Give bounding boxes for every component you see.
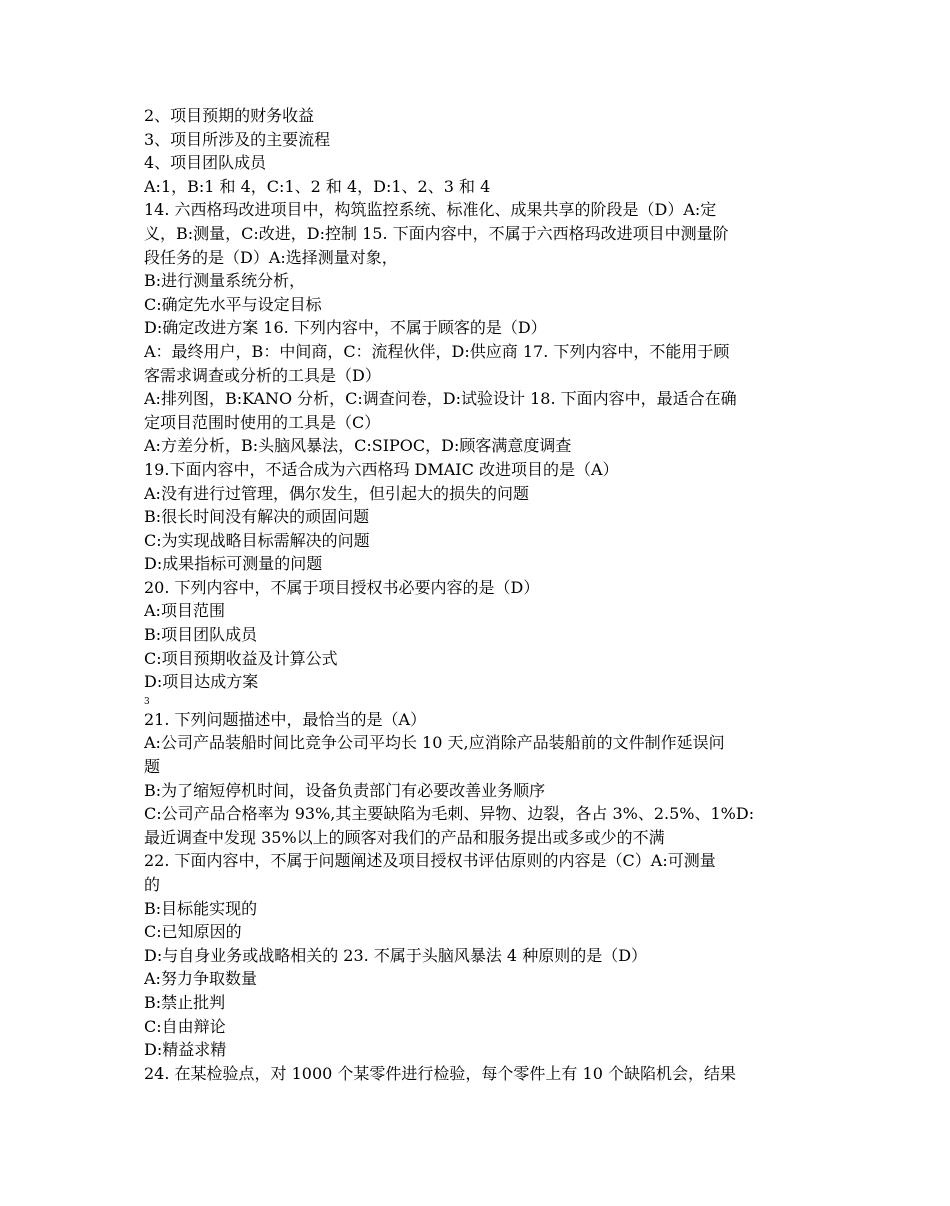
text-line: C:自由辩论 [144,1016,226,1036]
text-line: A:方差分析，B:头脑风暴法，C:SIPOC，D:顾客满意度调查 [144,436,572,456]
text-line: A:公司产品装船时间比竞争公司平均长 10 天,应消除产品装船前的文件制作延误问 [144,733,725,753]
text-line: B:禁止批判 [144,992,226,1012]
text-line: A：最终用户，B：中间商，C：流程伙伴，D:供应商 17. 下列内容中，不能用于顾 [144,341,730,361]
question-22-line: 22. 下面内容中，不属于问题阐述及项目授权书评估原则的内容是（C）A:可测量 [144,851,716,871]
text-line: B:很长时间没有解决的顽固问题 [144,507,370,527]
text-line: 客需求调查或分析的工具是（D） [144,365,381,385]
text-line: 段任务的是（D）A:选择测量对象， [144,247,398,267]
text-line: A:1，B:1 和 4，C:1、2 和 4，D:1、2、3 和 4 [144,176,491,196]
page-number: 3 [144,696,150,707]
text-line: 最近调查中发现 35%以上的顾客对我们的产品和服务提出或多或少的不满 [144,827,665,847]
question-21-line: 21. 下列问题描述中，最恰当的是（A） [144,709,427,729]
text-line: C:公司产品合格率为 93%,其主要缺陷为毛刺、异物、边裂，各占 3%、2.5%、1%D: [144,804,755,824]
text-line: B:进行测量系统分析， [144,271,306,291]
text-line: A:项目范围 [144,601,225,621]
text-line: 题 [144,757,161,777]
text-line: D:确定改进方案 16. 下列内容中，不属于顾客的是（D） [144,318,547,338]
text-line: A:没有进行过管理，偶尔发生，但引起大的损失的问题 [144,483,529,503]
text-line: 定项目范围时使用的工具是（C） [144,412,381,432]
text-line: D:与自身业务或战略相关的 23. 不属于头脑风暴法 4 种原则的是（D） [144,945,648,965]
text-line: 2、项目预期的财务收益 [144,106,315,125]
text-line: C:为实现战略目标需解决的问题 [144,530,370,550]
text-line: D:精益求精 [144,1040,227,1060]
text-line: B:项目团队成员 [144,625,258,645]
text-line: 义，B:测量，C:改进，D:控制 15. 下面内容中，不属于六西格玛改进项目中测量阶 [144,223,729,243]
question-24-line: 24. 在某检验点，对 1000 个某零件进行检验，每个零件上有 10 个缺陷机会，结果 [144,1063,736,1083]
text-line: 的 [144,875,161,894]
text-line: C:确定先水平与设定目标 [144,294,322,314]
text-line: B:为了缩短停机时间，设备负责部门有必要改善业务顺序 [144,780,546,800]
question-14-line: 14. 六西格玛改进项目中，构筑监控系统、标准化、成果共享的阶段是（D）A:定 [144,200,717,220]
text-line: D:项目达成方案 [144,672,259,692]
text-line: C:已知原因的 [144,922,242,942]
text-line: 4、项目团队成员 [144,153,267,173]
question-19-line: 19.下面内容中，不适合成为六西格玛 DMAIC 改进项目的是（A） [144,459,619,479]
text-line: A:排列图，B:KANO 分析，C:调查问卷，D:试验设计 18. 下面内容中，最适合在确 [144,389,737,409]
text-line: B:目标能实现的 [144,898,258,918]
text-line: D:成果指标可测量的问题 [144,554,323,574]
text-line: A:努力争取数量 [144,969,257,989]
question-20-line: 20. 下列内容中，不属于项目授权书必要内容的是（D） [144,577,540,597]
document-body [144,104,804,1085]
text-line: C:项目预期收益及计算公式 [144,648,338,668]
text-line: 3、项目所涉及的主要流程 [144,129,331,149]
